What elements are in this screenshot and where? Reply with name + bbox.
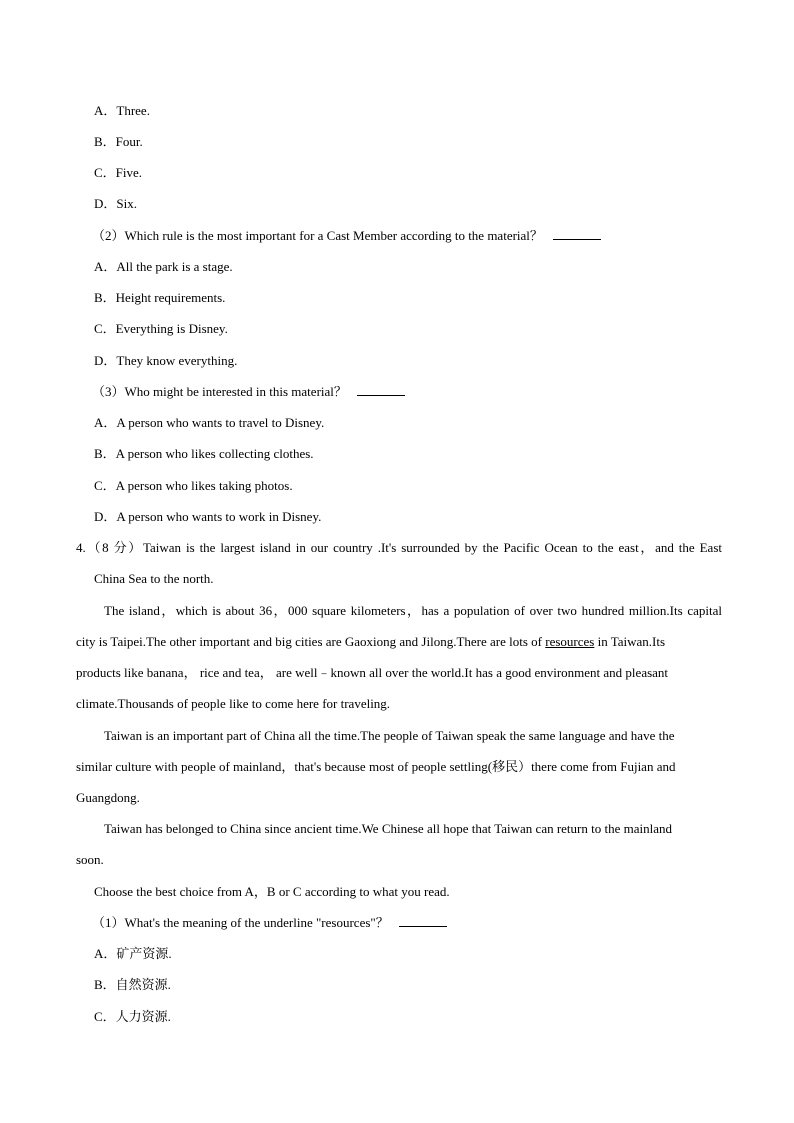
q4-p1-line-2-before: city is Taipei.The other important and big cities are Gaoxiong and Jilong.There are lots of — [76, 634, 546, 649]
q3-sub3-question — [92, 384, 405, 400]
q4-sub1-question-text: （1）What's the meaning of the underline "resources"？ — [92, 915, 389, 930]
answer-blank — [399, 915, 447, 927]
q3-sub3-option-d: D．A person who wants to work in Disney. — [94, 509, 322, 524]
q3-sub1-option-a: A．Three. — [94, 103, 150, 118]
q4-sub1-option-c: C．人力资源. — [94, 1009, 171, 1024]
q3-sub1-option-c: C．Five. — [94, 165, 143, 180]
q4-sub1-option-a: A．矿产资源. — [94, 946, 172, 961]
q3-sub2-option-d: D．They know everything. — [94, 353, 238, 368]
q3-sub2-question-text: （2）Which rule is the most important for a Cast Member according to the material？ — [92, 228, 543, 243]
q4-sub1-question — [92, 915, 447, 931]
q4-p3-line-2: soon. — [76, 852, 104, 867]
q4-p1-line-1: The island，which is about 36，000 square kilometers，has a population of over two hundred million.Its capital — [104, 603, 722, 618]
q3-sub3-option-a: A．A person who wants to travel to Disney. — [94, 415, 325, 430]
q4-sub1-option-b: B．自然资源. — [94, 977, 171, 992]
q3-sub2-option-b: B．Height requirements. — [94, 290, 226, 305]
q4-p3-line-1: Taiwan has belonged to China since ancient time.We Chinese all hope that Taiwan can return to the mainland — [104, 821, 672, 836]
q3-sub2-option-a: A．All the park is a stage. — [94, 259, 233, 274]
underlined-word-resources: resources — [545, 634, 595, 649]
answer-blank — [553, 228, 601, 240]
q3-sub2-option-c: C．Everything is Disney. — [94, 321, 228, 336]
q4-p2-line-2: similar culture with people of mainland，that's because most of people settling(移民）there come from Fujian and — [76, 759, 676, 774]
q4-p1-line-2-after: in Taiwan.Its — [594, 634, 666, 649]
q4-p1-line-3: products like banana， rice and tea， are well﹣known all over the world.It has a good environment and pleasant — [76, 665, 669, 680]
q4-p2-line-3: Guangdong. — [76, 790, 140, 805]
q4-intro-line-2: China Sea to the north. — [94, 571, 214, 586]
q3-sub1-option-b: B．Four. — [94, 134, 143, 149]
q4-p1-line-4: climate.Thousands of people like to come here for traveling. — [76, 696, 391, 711]
q4-instruction: Choose the best choice from A，B or C according to what you read. — [94, 884, 450, 899]
q4-intro-line-1: 4.（8 分）Taiwan is the largest island in our country .It's surrounded by the Pacific Ocean to the east，and the East — [76, 540, 722, 555]
q3-sub3-option-c: C．A person who likes taking photos. — [94, 478, 293, 493]
q3-sub3-question-text: （3）Who might be interested in this material？ — [92, 384, 347, 399]
answer-blank — [357, 384, 405, 396]
q4-p1-line-2 — [76, 634, 665, 650]
q3-sub3-option-b: B．A person who likes collecting clothes. — [94, 446, 314, 461]
q3-sub2-question — [92, 228, 601, 244]
q4-p2-line-1: Taiwan is an important part of China all the time.The people of Taiwan speak the same language and have the — [104, 728, 675, 743]
q3-sub1-option-d: D．Six. — [94, 196, 137, 211]
